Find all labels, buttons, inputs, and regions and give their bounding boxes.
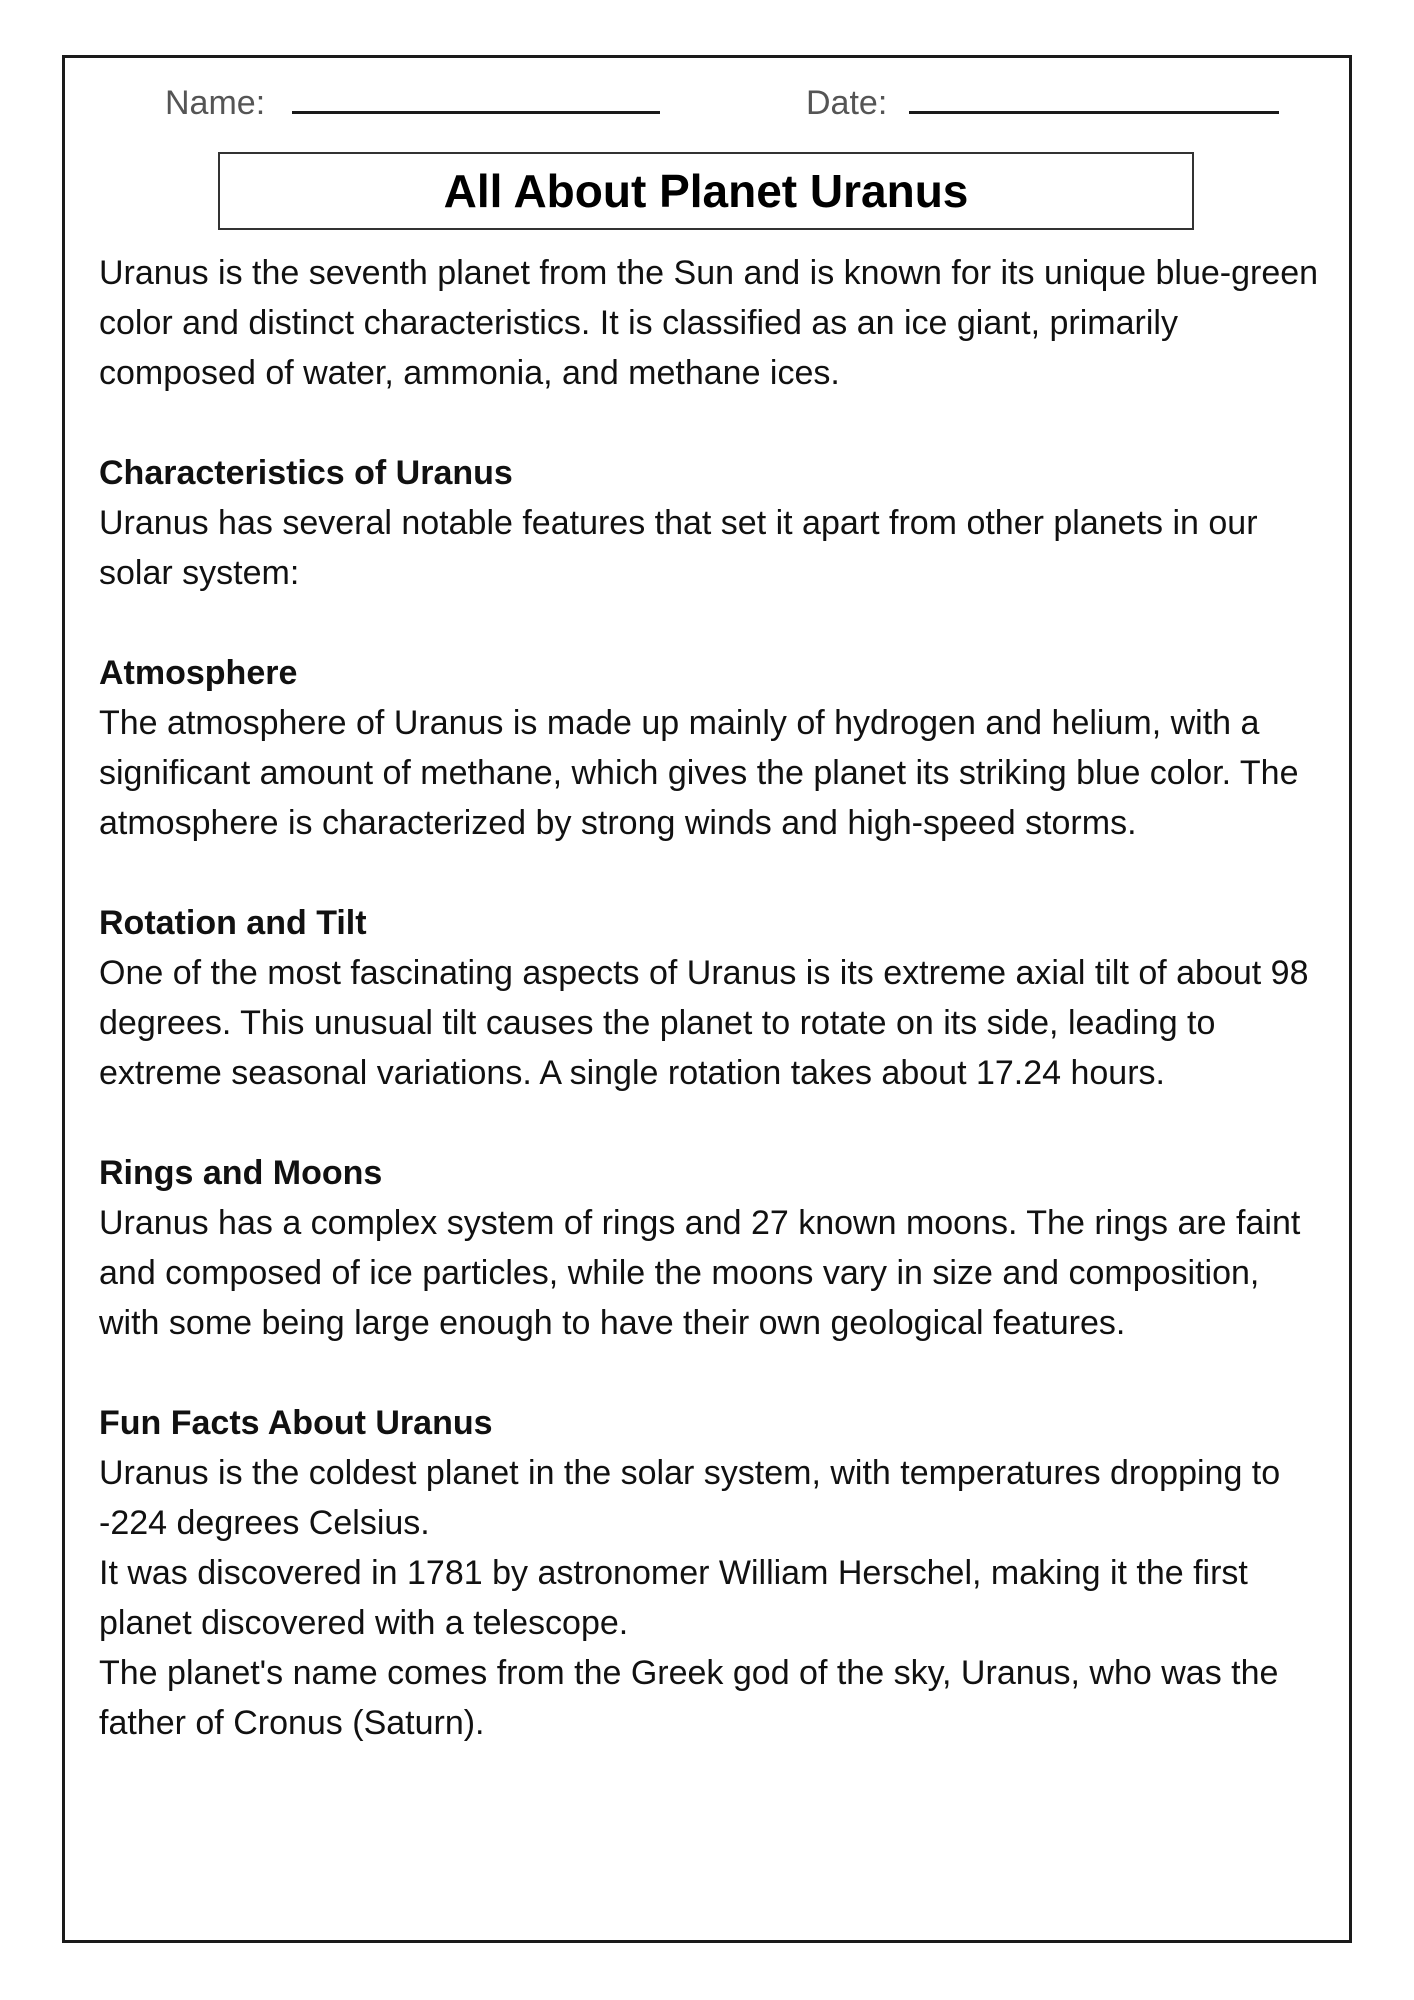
date-blank-line[interactable] xyxy=(909,111,1279,114)
section-heading: Fun Facts About Uranus xyxy=(99,1404,493,1442)
fun-fact: Uranus is the coldest planet in the solar system, with temperatures dropping to -224 degrees Celsius. xyxy=(99,1454,1281,1542)
section-heading: Characteristics of Uranus xyxy=(99,454,513,492)
name-label: Name: xyxy=(165,84,266,122)
worksheet-content xyxy=(99,248,1329,1748)
section-characteristics xyxy=(99,448,1329,598)
section-rotation-and-tilt xyxy=(99,898,1329,1098)
section-paragraph: Uranus has several notable features that set it apart from other planets in our solar system: xyxy=(99,504,1258,592)
section-paragraph: One of the most fascinating aspects of Uranus is its extreme axial tilt of about 98 degrees. This unusual tilt causes the planet to rotate on its side, leading to extreme seasonal variations. A single rotation takes about 17.24 hours. xyxy=(99,954,1309,1092)
section-heading: Rotation and Tilt xyxy=(99,904,367,942)
section-atmosphere xyxy=(99,648,1329,848)
worksheet-header xyxy=(0,78,1414,128)
date-label: Date: xyxy=(806,84,888,122)
name-blank-line[interactable] xyxy=(292,111,660,114)
page-title: All About Planet Uranus xyxy=(443,165,969,217)
intro-paragraph: Uranus is the seventh planet from the Sun and is known for its unique blue-green color and distinct characteristics. It is classified as an ice giant, primarily composed of water, ammonia, and methane ices. xyxy=(99,254,1319,392)
section-rings-and-moons xyxy=(99,1148,1329,1348)
section-paragraph: Uranus has a complex system of rings and 27 known moons. The rings are faint and composed of ice particles, while the moons vary in size and composition, with some being large enough to have their own geological features. xyxy=(99,1204,1301,1342)
section-fun-facts xyxy=(99,1398,1329,1748)
fun-fact: It was discovered in 1781 by astronomer William Herschel, making it the first planet discovered with a telescope. xyxy=(99,1554,1248,1642)
section-heading: Atmosphere xyxy=(99,654,298,692)
section-heading: Rings and Moons xyxy=(99,1154,383,1192)
title-box xyxy=(218,152,1194,230)
fun-fact: The planet's name comes from the Greek god of the sky, Uranus, who was the father of Cronus (Saturn). xyxy=(99,1654,1279,1742)
section-paragraph: The atmosphere of Uranus is made up mainly of hydrogen and helium, with a significant amount of methane, which gives the planet its striking blue color. The atmosphere is characterized by strong winds and high-speed storms. xyxy=(99,704,1299,842)
